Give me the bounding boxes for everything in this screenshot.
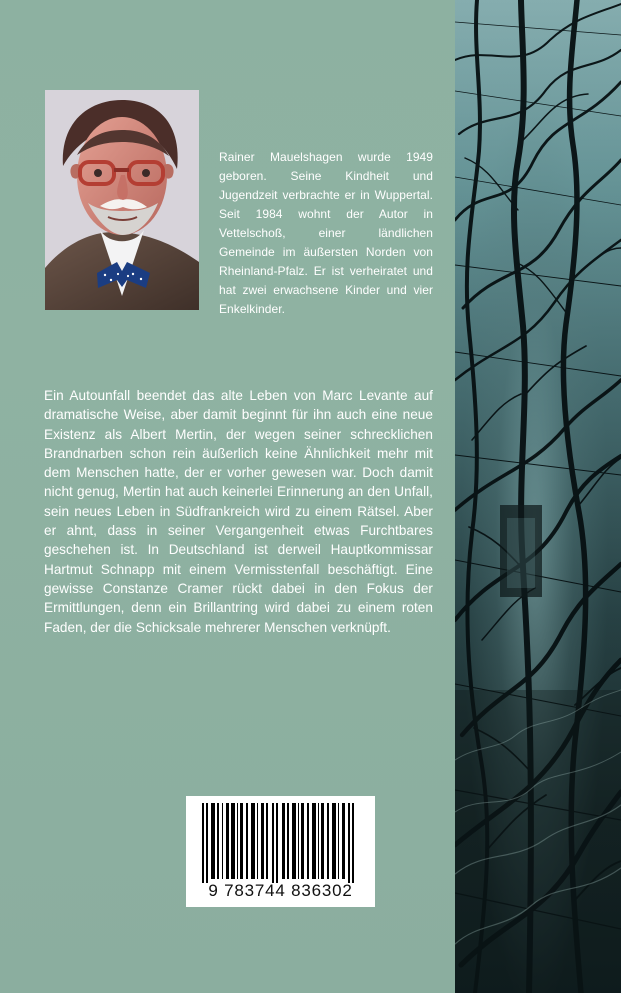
bare-trees-photo — [455, 0, 621, 993]
author-biography: Rainer Mauelshagen wurde 1949 geboren. Seine Kindheit und Jugendzeit verbrachte er in Wuppertal. Seit 1984 wohnt der Autor in Vettelschoß, einer ländlichen Gemeinde im äußersten Norden von Rheinland-Pfalz. Er ist verheiratet und hat zwei erwachsene Kinder und vier Enkelkinder. — [219, 150, 433, 316]
author-portrait-illustration — [45, 90, 199, 310]
isbn-barcode — [202, 803, 358, 883]
book-blurb: Ein Autounfall beendet das alte Leben von Marc Levante auf dramatische Weise, aber damit beginnt für ihn auch eine neue Existenz als Albert Mertin, der wegen seiner schrecklichen Brandnarben schon rein äußerlich keine Ähnlichkeit mehr mit dem Menschen hatte, der er vorher gewesen war. Doch damit nicht genug, Mertin hat auch keinerlei Erinnerung an den Unfall, sein neues Leben in Südfrankreich wird zu einem Rätsel. Aber er ahnt, dass in seiner Vergangenheit etwas Furchtbares geschehen ist. In Deutschland ist derweil Hauptkommissar Hartmut Schnapp mit einem Vermisstenfall beschäftigt. Eine gewisse Constanze Cramer rückt dabei in den Fokus der Ermittlungen, denn ein Brillantring wird dabei zu einem roten Faden, der die Schicksale mehrerer Menschen verknüpft. — [44, 388, 433, 635]
bare-trees-illustration — [455, 0, 621, 993]
author-portrait — [45, 90, 199, 310]
isbn-barcode-box — [186, 796, 375, 907]
isbn-number: 9 783744 836302 — [208, 881, 353, 900]
